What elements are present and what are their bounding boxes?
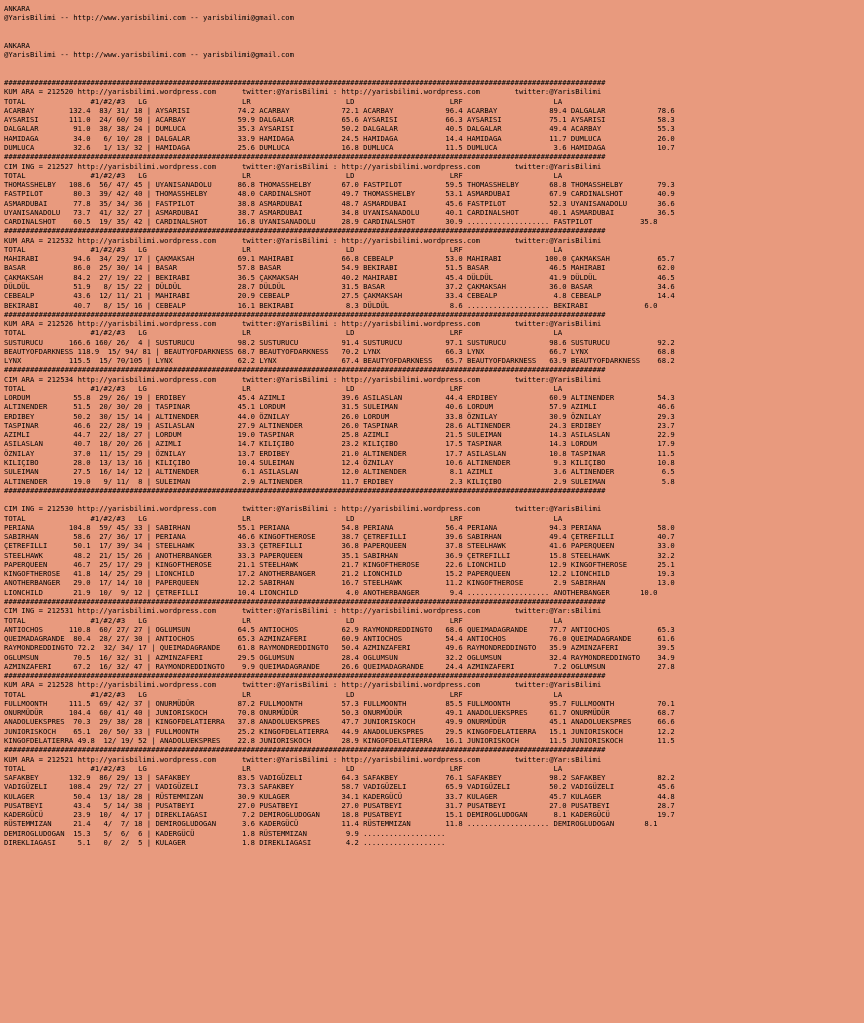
- report-line: TOTAL #1/#2/#3 LG LR LD LRF LA: [4, 170, 563, 180]
- report-line: FASTPILOT 80.3 39/ 42/ 40 | THOMASSHELBY 48.0 CARDINALSHOT 49.7 THOMASSHELBY 53.1 ASMARDUBAI 67.9 CARDINALSHOT 40.9: [4, 189, 675, 199]
- report-line: AYSARISI 111.0 24/ 60/ 50 | ACARBAY 59.9 DALGALAR 65.6 AYSARISI 66.3 AYSARISI 75.1 AYSARISI 58.3: [4, 115, 675, 125]
- report-line: ###########################################################################################################################################: [4, 745, 606, 755]
- report-line: TOTAL #1/#2/#3 LG LR LD LRF LA: [4, 383, 563, 393]
- report-line: ###########################################################################################################################################: [4, 226, 606, 236]
- report-line: ÇAKMAKSAH 84.2 27/ 19/ 22 | BEKIRABI 36.5 ÇAKMAKSAH 40.2 MAHIRABI 45.4 DÜLDÜL 41.9 DÜLDÜL 46.5: [4, 272, 675, 282]
- report-line: KUM ARA = 212521 http://yarisbilimi.wordpress.com twitter:@YarisBilimi : http://yarisbilimi.wordpress.com twitter:@Yar:sBilimi: [4, 754, 602, 764]
- report-line: SABIRHAN 58.6 27/ 36/ 17 | PERIANA 46.6 KINGOFTHEROSE 38.7 ÇETREFILLI 39.6 SABIRHAN 49.4 ÇETREFILLI 40.7: [4, 532, 675, 542]
- report-line: @YarisBilimi -- http://www.yarisbilimi.com -- yarisbilimi@gmail.com: [4, 50, 294, 60]
- report-line: TASPINAR 46.6 22/ 28/ 19 | ASILASLAN 27.9 ALTINENDER 26.0 TASPINAR 28.6 ALTINENDER 24.3 ERDIBEY 23.7: [4, 420, 675, 430]
- report-line: KULAGER 50.4 13/ 18/ 28 | RÜSTEMMIZAN 30.9 KULAGER 34.1 KADERGÜCÜ 33.7 KULAGER 45.7 KULAGER 44.8: [4, 791, 675, 801]
- report-line: TOTAL #1/#2/#3 LG LR LD LRF LA: [4, 328, 563, 338]
- report-line: CARDINALSHOT 60.5 19/ 35/ 42 | CARDINALSHOT 16.8 UYANISANADOLU 28.9 CARDINALSHOT 30.9 ................... FASTPILOT 35.8: [4, 217, 658, 227]
- report-line: CIM ING = 212531 http://yarisbilimi.wordpress.com twitter:@YarisBilimi : http://yarisbilimi.wordpress.com twitter:@Yar:sBilimi: [4, 606, 602, 616]
- report-line: [4, 495, 864, 504]
- report-line: KUM ARA = 212520 http://yarisbilimi.wordpress.com twitter:@YarisBilimi : http://yarisbilimi.wordpress.com twitter:@YarisBilimi: [4, 87, 602, 97]
- report-line: BEKIRABI 40.7 8/ 15/ 16 | CEBEALP 16.1 BEKIRABI 8.3 DÜLDÜL 8.6 ................... BEKIRABI 6.0: [4, 300, 658, 310]
- report-line: ONURMÜDÜR 104.4 60/ 41/ 40 | JUNIORISKOCH 70.8 ONURMÜDÜR 50.3 ONURMÜDÜR 49.1 ANADOLUEKSPRES 61.7 ONURMÜDÜR 68.7: [4, 708, 675, 718]
- report-line: SUSTURUCU 166.6 160/ 26/ 4 | SUSTURUCU 98.2 SUSTURUCU 91.4 SUSTURUCU 97.1 SUSTURUCU 98.6 SUSTURUCU 92.2: [4, 337, 675, 347]
- report-line: LYNX 115.5 15/ 70/105 | LYNX 62.2 LYNX 67.4 BEAUTYOFDARKNESS 65.7 BEAUTYOFDARKNESS 63.9 BEAUTYOFDARKNESS 68.2: [4, 356, 675, 366]
- report-line: CEBEALP 43.6 12/ 11/ 21 | MAHIRABI 20.9 CEBEALP 27.5 ÇAKMAKSAH 33.4 CEBEALP 4.8 CEBEALP 14.4: [4, 291, 675, 301]
- report-line: LIONCHILD 21.9 10/ 9/ 12 | ÇETREFILLI 10.4 LIONCHILD 4.0 ANOTHERBANGER 9.4 ................... ANOTHERBANGER 10.0: [4, 587, 658, 597]
- report-line: TOTAL #1/#2/#3 LG LR LD LRF LA: [4, 615, 563, 625]
- report-line: KADERGÜCÜ 23.9 10/ 4/ 17 | DIREKLIAGASI 7.2 DEMIROGLUDOGAN 18.8 PUSATBEYI 15.1 DEMIROGLUDOGAN 8.1 KADERGÜCÜ 19.7: [4, 810, 675, 820]
- report-line: BASAR 86.0 25/ 30/ 14 | BASAR 57.8 BASAR 54.9 BEKIRABI 51.5 BASAR 46.5 MAHIRABI 62.0: [4, 263, 675, 273]
- report-line: PERIANA 104.8 59/ 45/ 33 | SABIRHAN 55.1 PERIANA 54.8 PERIANA 56.4 PERIANA 94.3 PERIANA 58.0: [4, 522, 675, 532]
- report-line: RÜSTEMMIZAN 21.4 4/ 7/ 18 | DEMIROGLUDOGAN 3.6 KADERGÜCÜ 11.4 RÜSTEMMIZAN 11.8 ................... DEMIROGLUDOGAN 8.1: [4, 819, 658, 829]
- report-line: MAHIRABI 94.6 34/ 29/ 17 | ÇAKMAKSAH 69.1 MAHIRABI 66.8 CEBEALP 53.0 MAHIRABI 100.0 ÇAKMAKSAH 65.7: [4, 254, 675, 264]
- report-line: KUM ARA = 212526 http://yarisbilimi.wordpress.com twitter:@YarisBilimi : http://yarisbilimi.wordpress.com twitter:@YarisBilimi: [4, 319, 602, 329]
- report-line: SAFAKBEY 132.9 86/ 29/ 13 | SAFAKBEY 83.5 VADIGÜZELI 64.3 SAFAKBEY 76.1 SAFAKBEY 98.2 SAFAKBEY 82.2: [4, 773, 675, 783]
- report-line: ANTIOCHOS 110.8 60/ 27/ 27 | OGLUMSUN 64.5 ANTIOCHOS 62.9 RAYMONDREDDINGTO 68.6 QUEIMADAGRANDE 77.7 ANTIOCHOS 65.3: [4, 624, 675, 634]
- report-line: ASILASLAN 40.7 18/ 20/ 26 | AZIMLI 14.7 KILIÇIBO 23.2 KILIÇIBO 17.5 TASPINAR 14.3 LORDUM 17.9: [4, 439, 675, 449]
- report-line: TOTAL #1/#2/#3 LG LR LD LRF LA: [4, 513, 563, 523]
- report-line: CIM ARA = 212534 http://yarisbilimi.wordpress.com twitter:@YarisBilimi : http://yarisbilimi.wordpress.com twitter:@YarisBilimi: [4, 374, 602, 384]
- report-line: ###########################################################################################################################################: [4, 597, 606, 606]
- report-line: KUM ARA = 212528 http://yarisbilimi.wordpress.com twitter:@YarisBilimi : http://yarisbilimi.wordpress.com twitter:@YarisBilimi: [4, 680, 602, 690]
- report-line: AZIMLI 44.7 22/ 18/ 27 | LORDUM 19.0 TASPINAR 25.8 AZIMLI 21.5 SULEIMAN 14.3 ASILASLAN 22.9: [4, 430, 675, 440]
- report-line: JUNIORISKOCH 65.1 20/ 50/ 33 | FULLMOONTH 25.2 KINGOFDELATIERRA 44.9 ANADOLUEKSPRES 29.5 KINGOFDELATIERRA 15.1 JUNIORISKOCH 12.2: [4, 726, 675, 736]
- report-line: ANKARA: [4, 41, 30, 51]
- report-line: ANOTHERBANGER 29.0 17/ 14/ 10 | PAPERQUEEN 12.2 SABIRHAN 16.7 STEELHAWK 11.2 KINGOFTHEROSE 2.9 SABIRHAN 13.0: [4, 578, 675, 588]
- report-line: STEELHAWK 48.2 21/ 15/ 26 | ANOTHERBANGER 33.3 PAPERQUEEN 35.1 SABIRHAN 36.9 ÇETREFILLI 15.8 STEELHAWK 32.2: [4, 550, 675, 560]
- report-line: ALTINENDER 19.0 9/ 11/ 8 | SULEIMAN 2.9 ALTINENDER 11.7 ERDIBEY 2.3 KILIÇIBO 2.9 SULEIMAN 5.8: [4, 476, 675, 486]
- report-line: @YarisBilimi -- http://www.yarisbilimi.com -- yarisbilimi@gmail.com: [4, 13, 294, 23]
- report-line: ###########################################################################################################################################: [4, 78, 606, 88]
- report-line: AZMINZAFERI 67.2 16/ 32/ 47 | RAYMONDREDDINGTO 9.9 QUEIMADAGRANDE 26.6 QUEIMADAGRANDE 24.4 AZMINZAFERI 7.2 OGLUMSUN 27.8: [4, 661, 675, 671]
- report-line: ###########################################################################################################################################: [4, 671, 606, 681]
- report-line: OGLUMSUN 70.5 16/ 32/ 31 | AZMINZAFERI 29.5 OGLUMSUN 28.4 OGLUMSUN 32.2 OGLUMSUN 32.4 RAYMONDREDDINGTO 34.9: [4, 652, 675, 662]
- report-line: TOTAL #1/#2/#3 LG LR LD LRF LA: [4, 689, 563, 699]
- report-line: ###########################################################################################################################################: [4, 309, 606, 319]
- report-line: VADIGÜZELI 108.4 29/ 72/ 27 | VADIGÜZELI 73.3 SAFAKBEY 58.7 VADIGÜZELI 65.9 VADIGÜZELI 50.2 VADIGÜZELI 45.6: [4, 782, 675, 792]
- report-line: TOTAL #1/#2/#3 LG LR LD LRF LA: [4, 763, 563, 773]
- report-line: THOMASSHELBY 108.6 56/ 47/ 45 | UYANISANADOLU 86.8 THOMASSHELBY 67.0 FASTPILOT 59.5 THOMASSHELBY 68.8 THOMASSHELBY 79.3: [4, 180, 675, 190]
- report-line: KINGOFTHEROSE 41.8 14/ 25/ 29 | LIONCHILD 17.2 ANOTHERBANGER 21.2 LIONCHILD 15.2 PAPERQUEEN 12.2 LIONCHILD 19.3: [4, 569, 675, 579]
- report-line: [4, 32, 864, 41]
- report-line: [4, 69, 864, 78]
- report-line: DIREKLIAGASI 5.1 0/ 2/ 5 | KULAGER 1.8 DIREKLIAGASI 4.2 ...................: [4, 837, 446, 847]
- report-line: FULLMOONTH 111.5 69/ 42/ 37 | ONURMÜDÜR 87.2 FULLMOONTH 57.3 FULLMOONTH 85.5 FULLMOONTH 95.7 FULLMOONTH 70.1: [4, 698, 675, 708]
- report-line: [4, 60, 864, 69]
- report-line: [4, 23, 864, 32]
- report-line: LORDUM 55.8 29/ 26/ 19 | ERDIBEY 45.4 AZIMLI 39.6 ASILASLAN 44.4 ERDIBEY 60.9 ALTINENDER 54.3: [4, 393, 675, 403]
- report-line: ###########################################################################################################################################: [4, 152, 606, 162]
- report-line: CIM ING = 212527 http://yarisbilimi.wordpress.com twitter:@YarisBilimi : http://yarisbilimi.wordpress.com twitter:@YarisBilimi: [4, 161, 602, 171]
- report-line: TOTAL #1/#2/#3 LG LR LD LRF LA: [4, 96, 563, 106]
- report-line: ###########################################################################################################################################: [4, 485, 606, 495]
- report-line: ERDIBEY 50.2 30/ 15/ 14 | ALTINENDER 44.0 ÖZNILAY 26.0 LORDUM 33.8 ÖZNILAY 30.9 ÖZNILAY 29.3: [4, 411, 675, 421]
- report-line: DALGALAR 91.0 38/ 38/ 24 | DUMLUCA 35.3 AYSARISI 50.2 DALGALAR 40.5 DALGALAR 49.4 ACARBAY 55.3: [4, 124, 675, 134]
- report-line: ÇETREFILLI 50.1 17/ 39/ 34 | STEELHAWK 33.3 ÇETREFILLI 36.8 PAPERQUEEN 37.8 STEELHAWK 41.6 PAPERQUEEN 33.0: [4, 541, 675, 551]
- report-line: ÖZNILAY 37.0 11/ 15/ 29 | ÖZNILAY 13.7 ERDIBEY 21.0 ALTINENDER 17.7 ASILASLAN 10.8 TASPINAR 11.5: [4, 448, 675, 458]
- report-line: DEMIROGLUDOGAN 15.3 5/ 6/ 6 | KADERGÜCÜ 1.8 RÜSTEMMIZAN 9.9 ...................: [4, 828, 446, 838]
- report-line: DÜLDÜL 51.9 8/ 15/ 22 | DÜLDÜL 28.7 DÜLDÜL 31.5 BASAR 37.2 ÇAKMAKSAH 36.0 BASAR 34.6: [4, 281, 675, 291]
- report-line: PAPERQUEEN 46.7 25/ 17/ 29 | KINGOFTHEROSE 21.1 STEELHAWK 21.7 KINGOFTHEROSE 22.6 LIONCHILD 12.9 KINGOFTHEROSE 25.1: [4, 559, 675, 569]
- report-line: KILIÇIBO 28.0 13/ 13/ 16 | KILIÇIBO 10.4 SULEIMAN 12.4 ÖZNILAY 10.6 ALTINENDER 9.3 KILIÇIBO 10.8: [4, 458, 675, 468]
- report-line: PUSATBEYI 43.4 5/ 14/ 38 | PUSATBEYI 27.0 PUSATBEYI 27.0 PUSATBEYI 31.7 PUSATBEYI 27.0 PUSATBEYI 28.7: [4, 800, 675, 810]
- report-line: UYANISANADOLU 73.7 41/ 32/ 27 | ASMARDUBAI 38.7 ASMARDUBAI 34.8 UYANISANADOLU 40.1 CARDINALSHOT 40.1 ASMARDUBAI 36.5: [4, 207, 675, 217]
- report-line: ASMARDUBAI 77.8 35/ 34/ 36 | FASTPILOT 38.8 ASMARDUBAI 48.7 ASMARDUBAI 45.6 FASTPILOT 52.3 UYANISANADOLU 36.6: [4, 198, 675, 208]
- report-line: DUMLUCA 32.6 1/ 13/ 32 | HAMIDAGA 25.6 DUMLUCA 16.8 DUMLUCA 11.5 DUMLUCA 3.6 HAMIDAGA 10.7: [4, 142, 675, 152]
- report-line: KUM ARA = 212532 http://yarisbilimi.wordpress.com twitter:@YarisBilimi : http://yarisbilimi.wordpress.com twitter:@YarisBilimi: [4, 235, 602, 245]
- report-line: SULEIMAN 27.5 16/ 14/ 12 | ALTINENDER 6.1 ASILASLAN 12.0 ALTINENDER 8.1 AZIMLI 3.6 ALTINENDER 6.5: [4, 467, 675, 477]
- report-line: RAYMONDREDDINGTO 72.2 32/ 34/ 17 | QUEIMADAGRANDE 61.8 RAYMONDREDDINGTO 50.4 AZMINZAFERI 49.6 RAYMONDREDDINGTO 35.9 AZMINZAFERI 39.5: [4, 643, 675, 653]
- report-line: TOTAL #1/#2/#3 LG LR LD LRF LA: [4, 244, 563, 254]
- report-line: HAMIDAGA 34.0 6/ 10/ 28 | DALGALAR 33.9 HAMIDAGA 24.5 HAMIDAGA 14.4 HAMIDAGA 11.7 DUMLUCA 26.0: [4, 133, 675, 143]
- report-line: ###########################################################################################################################################: [4, 365, 606, 375]
- report-line: QUEIMADAGRANDE 80.4 28/ 27/ 30 | ANTIOCHOS 65.3 AZMINZAFERI 60.9 ANTIOCHOS 54.4 ANTIOCHOS 76.0 QUEIMADAGRANDE 61.6: [4, 634, 675, 644]
- report-line: BEAUTYOFDARKNESS 118.9 15/ 94/ 81 | BEAUTYOFDARKNESS 68.7 BEAUTYOFDARKNESS 70.2 LYNX 66.3 LYNX 66.7 LYNX 68.8: [4, 346, 675, 356]
- report-line: KINGOFDELATIERRA 49.8 12/ 19/ 52 | ANADOLUEKSPRES 22.8 JUNIORISKOCH 28.9 KINGOFDELATIERRA 16.1 JUNIORISKOCH 11.5 JUNIORISKOCH 11.5: [4, 735, 675, 745]
- report-line: ALTINENDER 51.5 20/ 30/ 20 | TASPINAR 45.1 LORDUM 31.5 SULEIMAN 40.6 LORDUM 57.9 AZIMLI 46.6: [4, 402, 675, 412]
- report-line: ACARBAY 132.4 83/ 31/ 18 | AYSARISI 74.2 ACARBAY 72.1 ACARBAY 96.4 ACARBAY 89.4 DALGALAR 78.6: [4, 105, 675, 115]
- report-line: CIM ING = 212530 http://yarisbilimi.wordpress.com twitter:@YarisBilimi : http://yarisbilimi.wordpress.com twitter:@YarisBilimi: [4, 504, 602, 514]
- report-line: ANADOLUEKSPRES 70.3 29/ 38/ 28 | KINGOFDELATIERRA 37.8 ANADOLUEKSPRES 47.7 JUNIORISKOCH 49.9 ONURMÜDÜR 45.1 ANADOLUEKSPRES 66.6: [4, 717, 675, 727]
- report-line: ANKARA: [4, 4, 30, 13]
